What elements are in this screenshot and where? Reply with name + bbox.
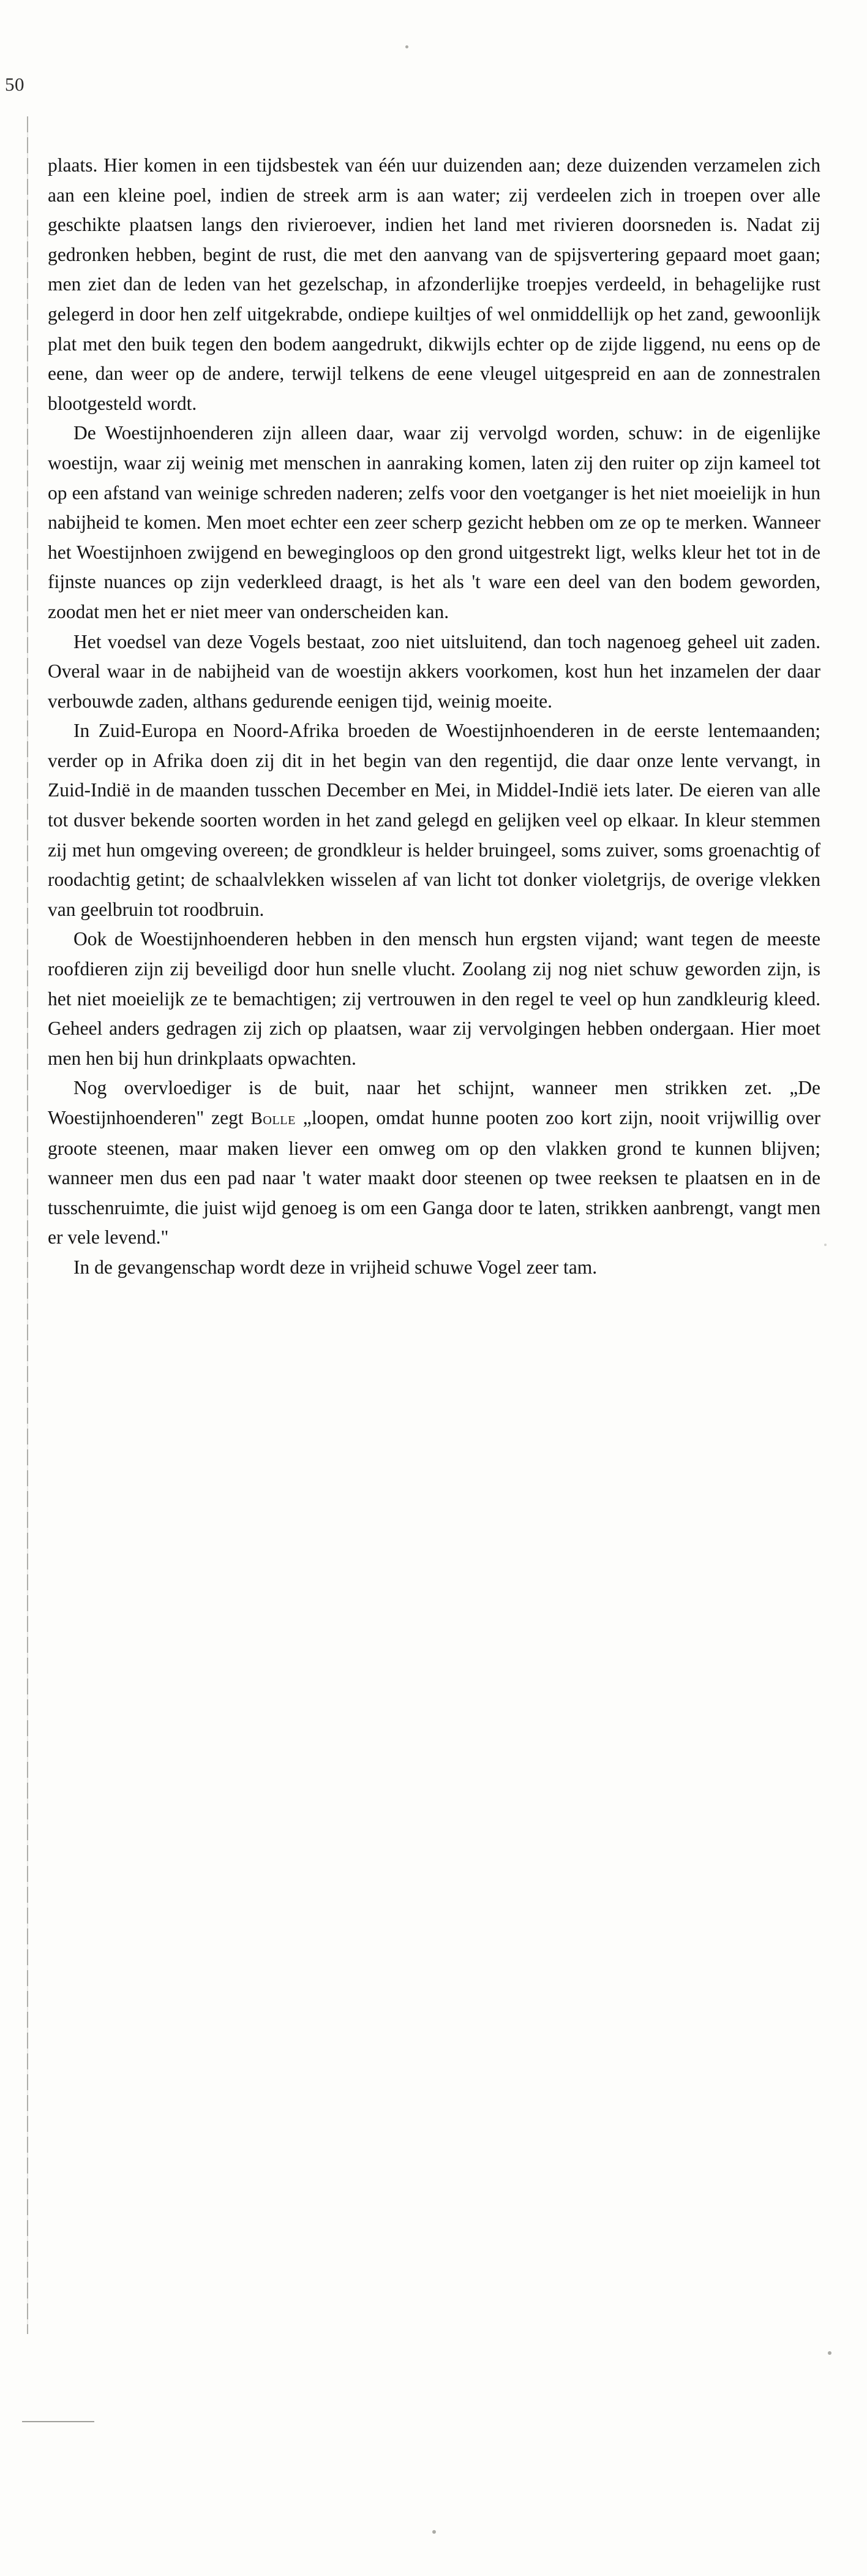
paragraph-6-part-1: Nog overvloediger is de buit, naar het schijnt, wanneer men strikken zet. „De Woestijnhoenderen" zegt [48, 1077, 820, 1128]
paragraph-3: Het voedsel van deze Vogels bestaat, zoo niet uitsluitend, dan toch nagenoeg geheel uit zaden. Overal waar in de nabijheid van de woestijn akkers voorkomen, kost hun het inzamelen der daar verbouwde zaden, althans gedurende eenigen tijd, weinig moeite. [48, 630, 820, 712]
body-text-column [48, 151, 820, 1283]
paragraph-2: De Woestijnhoenderen zijn alleen daar, waar zij vervolgd worden, schuw: in de eigenlijke woestijn, waar zij weinig met menschen in aanraking komen, laten zij den ruiter op zijn kameel tot op een afstand van weinige schreden naderen; zelfs voor den voetganger is het niet moeielijk in hun nabijheid te komen. Men moet echter een zeer scherp gezicht hebben om ze op te merken. Wanneer het Woestijnhoen zwijgend en bewegingloos op den grond uitgestrekt ligt, welks kleur het tot in de fijnste nuances op zijn vederkleed draagt, is het als 't ware een deel van den bodem geworden, zoodat men het er niet meer van onderscheiden kan. [48, 422, 820, 622]
ink-speck [828, 2351, 831, 2355]
ink-speck [432, 2530, 436, 2534]
paragraph-6 [48, 1073, 820, 1253]
left-margin-rule [27, 116, 28, 2334]
paragraph-1: plaats. Hier komen in een tijdsbestek van één uur duizenden aan; deze duizenden verzamelen zich aan een kleine poel, indien de streek arm is aan water; zij verdeelen zich in troepen over alle geschikte plaatsen langs den rivieroever, indien het land met rivieren doorsneden is. Nadat zij gedronken hebben, begint de rust, die met den aanvang van de spijsvertering gepaard moet gaan; men ziet dan de leden van het gezelschap, in afzonderlijke troepjes verdeeld, in behagelijke rust gelegerd in door hen zelf uitgekrabde, ondiepe kuiltjes of wel onmiddellijk op het zand, gewoonlijk plat met den buik tegen den bodem aangedrukt, dikwijls echter op de zijde liggend, nu eens op de eene, dan weer op de andere, terwijl telkens de eene vleugel uitgespreid en aan de zonnestralen blootgesteld wordt. [48, 154, 820, 414]
ink-speck [824, 1244, 827, 1246]
paragraph-6-part-2: „loopen, omdat hunne pooten zoo kort zijn, nooit vrijwillig over groote steenen, maar maken liever een omweg om op den vlakken grond te kunnen blijven; wanneer men dus een pad naar 't water maakt door steenen op twee reeksen te plaatsen en in de tusschenruimte, die juist wijd genoeg is om een Ganga door te laten, strikken aanbrengt, vangt men er vele levend." [48, 1107, 820, 1248]
ink-speck [405, 45, 408, 48]
cited-author-name: Bolle [250, 1109, 296, 1128]
paragraph-7: In de gevangenschap wordt deze in vrijheid schuwe Vogel zeer tam. [73, 1256, 598, 1278]
paragraph-4: In Zuid-Europa en Noord-Afrika broeden de Woestijnhoenderen in de eerste lentemaanden; verder op in Afrika doen zij dit in het begin van den regentijd, die daar onze lente vervangt, in Zuid-Indië in de maanden tusschen December en Mei, in Middel-Indië iets later. De eieren van alle tot dusver bekende soorten worden in het zand gelegd en gelijken veel op elkaar. In kleur stemmen zij met hun omgeving overeen; de grondkleur is helder bruingeel, soms zuiver, soms groenachtig of roodachtig getint; de schaalvlekken wisselen af van licht tot donker violetgrijs, de overige vlekken van geelbruin tot roodbruin. [48, 720, 820, 920]
bottom-margin-rule [22, 2421, 94, 2422]
page-number: 50 [5, 74, 24, 95]
paragraph-5: Ook de Woestijnhoenderen hebben in den mensch hun ergsten vijand; want tegen de meeste roofdieren zijn zij beveiligd door hun snelle vlucht. Zoolang zij nog niet schuw geworden zijn, is het niet moeielijk ze te bemachtigen; zij vertrouwen in den regel te veel op hun zandkleurig kleed. Geheel anders gedragen zij zich op plaatsen, waar zij vervolgingen hebben ondergaan. Hier moet men hen bij hun drinkplaats opwachten. [48, 928, 820, 1069]
